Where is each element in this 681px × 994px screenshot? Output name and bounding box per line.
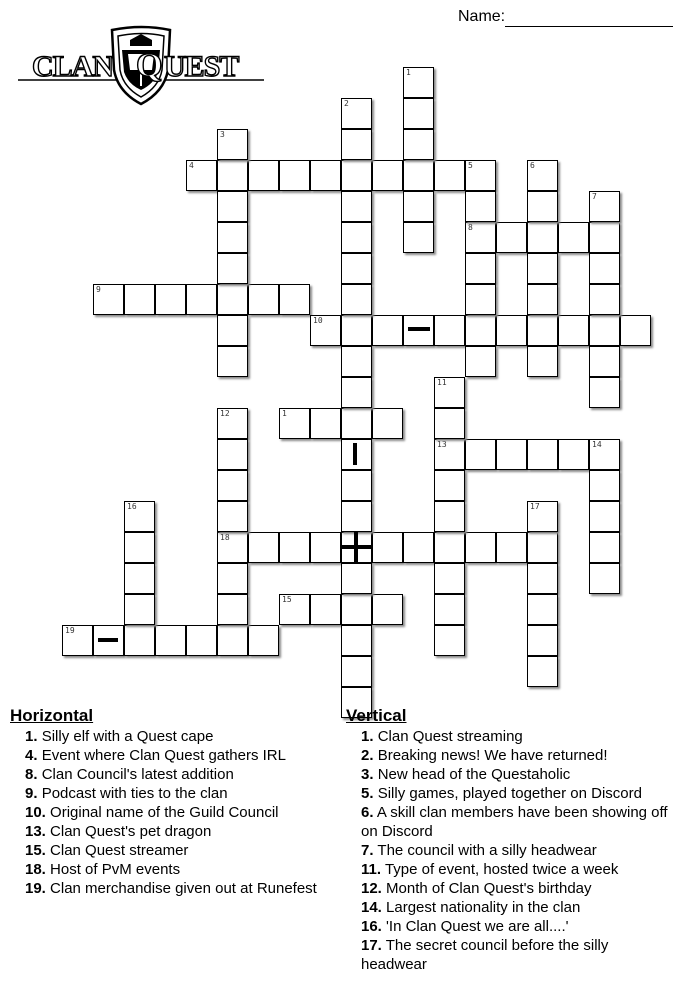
grid-cell[interactable]: [341, 98, 372, 129]
grid-cell[interactable]: [217, 129, 248, 160]
clue-item: [10, 822, 330, 841]
grid-cell[interactable]: [124, 594, 155, 625]
clue-text: Clan Council's latest addition: [41, 766, 234, 783]
grid-cell[interactable]: [155, 625, 186, 656]
clue-item: [10, 727, 330, 746]
clue-text: Event where Clan Quest gathers IRL: [41, 747, 286, 764]
grid-cell[interactable]: [620, 315, 651, 346]
grid-cell[interactable]: [279, 160, 310, 191]
clue-item: [10, 746, 330, 765]
clue-text: Breaking news! We have returned!: [377, 747, 608, 764]
grid-cell[interactable]: [434, 594, 465, 625]
clue-text: 'In Clan Quest we are all....': [386, 918, 569, 935]
grid-cell[interactable]: [558, 222, 589, 253]
grid-cell[interactable]: [434, 563, 465, 594]
clue-text: Podcast with ties to the clan: [41, 785, 228, 802]
grid-cell[interactable]: [558, 315, 589, 346]
grid-cell[interactable]: [341, 377, 372, 408]
grid-cell[interactable]: [217, 594, 248, 625]
clue-number: 18.: [25, 861, 46, 878]
grid-cell[interactable]: [217, 191, 248, 222]
grid-cell[interactable]: [527, 625, 558, 656]
grid-cell[interactable]: [589, 470, 620, 501]
grid-cell[interactable]: [527, 253, 558, 284]
grid-cell[interactable]: [465, 253, 496, 284]
grid-cell[interactable]: [341, 191, 372, 222]
grid-cell[interactable]: [248, 625, 279, 656]
clue-number-label: 12: [220, 409, 230, 418]
grid-cell[interactable]: [186, 284, 217, 315]
clue-text: The council with a silly headwear: [377, 842, 597, 859]
grid-cell[interactable]: [372, 532, 403, 563]
grid-cell[interactable]: [217, 346, 248, 377]
grid-cell[interactable]: [403, 67, 434, 98]
grid-cell[interactable]: [372, 160, 403, 191]
clue-number-label: 4: [189, 161, 194, 170]
grid-cell[interactable]: [279, 408, 310, 439]
clue-item: [10, 860, 330, 879]
grid-cell[interactable]: [341, 315, 372, 346]
clue-number: 17.: [361, 937, 382, 954]
clue-number-label: 19: [65, 626, 75, 635]
clue-number: 3.: [361, 766, 374, 783]
grid-cell[interactable]: [496, 315, 527, 346]
grid-cell[interactable]: [527, 346, 558, 377]
grid-cell[interactable]: [465, 222, 496, 253]
grid-cell[interactable]: [310, 315, 341, 346]
separator-mark: [353, 443, 357, 465]
clue-item: [346, 898, 676, 917]
grid-cell[interactable]: [217, 253, 248, 284]
grid-cell[interactable]: [589, 346, 620, 377]
grid-cell[interactable]: [434, 377, 465, 408]
grid-cell[interactable]: [93, 284, 124, 315]
grid-cell[interactable]: [465, 284, 496, 315]
clue-number-label: 18: [220, 533, 230, 542]
grid-cell[interactable]: [310, 532, 341, 563]
grid-cell[interactable]: [434, 408, 465, 439]
grid-cell[interactable]: [341, 129, 372, 160]
clue-number-label: 3: [220, 130, 225, 139]
clue-item: [346, 841, 676, 860]
clue-number: 5.: [361, 785, 374, 802]
separator-mark: [98, 638, 118, 642]
grid-cell[interactable]: [589, 377, 620, 408]
grid-cell[interactable]: [589, 222, 620, 253]
grid-cell[interactable]: [341, 501, 372, 532]
clue-number: 9.: [25, 785, 38, 802]
grid-cell[interactable]: [248, 160, 279, 191]
clue-number: 12.: [361, 880, 382, 897]
grid-cell[interactable]: [434, 501, 465, 532]
grid-cell[interactable]: [124, 284, 155, 315]
grid-cell[interactable]: [434, 532, 465, 563]
grid-cell[interactable]: [496, 532, 527, 563]
clue-number: 1.: [361, 728, 374, 745]
grid-cell[interactable]: [217, 501, 248, 532]
svg-text:UEST: UEST: [164, 50, 239, 83]
grid-cell[interactable]: [372, 594, 403, 625]
clue-item: [346, 746, 676, 765]
clue-number-label: 10: [313, 316, 323, 325]
name-label: Name:: [458, 8, 506, 25]
clue-number: 14.: [361, 899, 382, 916]
clue-item: [346, 784, 676, 803]
grid-cell[interactable]: [217, 160, 248, 191]
clue-number: 7.: [361, 842, 374, 859]
grid-cell[interactable]: [217, 439, 248, 470]
grid-cell[interactable]: [589, 315, 620, 346]
grid-cell[interactable]: [217, 315, 248, 346]
clue-number-label: 13: [437, 440, 447, 449]
clue-item: [10, 841, 330, 860]
clue-text: Clan Quest streaming: [377, 728, 523, 745]
grid-cell[interactable]: [496, 222, 527, 253]
grid-cell[interactable]: [434, 315, 465, 346]
grid-cell[interactable]: [341, 346, 372, 377]
clue-text: The secret council before the silly headwear: [361, 937, 609, 973]
clue-number: 13.: [25, 823, 46, 840]
clue-number-label: 16: [127, 502, 137, 511]
grid-cell[interactable]: [217, 284, 248, 315]
separator-mark: [354, 532, 358, 562]
grid-cell[interactable]: [372, 408, 403, 439]
clue-text: Silly elf with a Quest cape: [41, 728, 214, 745]
grid-cell[interactable]: [341, 284, 372, 315]
clue-number: 15.: [25, 842, 46, 859]
clue-item: [10, 765, 330, 784]
grid-cell[interactable]: [527, 656, 558, 687]
clue-number-label: 14: [592, 440, 602, 449]
clue-number-label: 8: [468, 223, 473, 232]
grid-cell[interactable]: [465, 439, 496, 470]
grid-cell[interactable]: [434, 439, 465, 470]
clue-number-label: 2: [344, 99, 349, 108]
clue-number-label: 1: [282, 409, 287, 418]
grid-cell[interactable]: [341, 408, 372, 439]
separator-mark: [408, 327, 430, 331]
grid-cell[interactable]: [217, 532, 248, 563]
clue-text: New head of the Questaholic: [377, 766, 571, 783]
grid-cell[interactable]: [465, 160, 496, 191]
grid-cell[interactable]: [124, 501, 155, 532]
clue-text: Host of PvM events: [50, 861, 181, 878]
clue-text: Original name of the Guild Council: [50, 804, 279, 821]
clue-text: Clan merchandise given out at Runefest: [50, 880, 317, 897]
grid-cell[interactable]: [124, 625, 155, 656]
clue-number-label: 9: [96, 285, 101, 294]
grid-cell[interactable]: [403, 532, 434, 563]
grid-cell[interactable]: [434, 625, 465, 656]
clue-item: [346, 727, 676, 746]
clue-number: 11.: [361, 861, 382, 878]
grid-cell[interactable]: [527, 160, 558, 191]
grid-cell[interactable]: [217, 222, 248, 253]
grid-cell[interactable]: [527, 222, 558, 253]
grid-cell[interactable]: [465, 532, 496, 563]
grid-cell[interactable]: [310, 408, 341, 439]
horizontal-heading: Horizontal: [10, 706, 94, 725]
grid-cell[interactable]: [341, 625, 372, 656]
grid-cell[interactable]: [527, 563, 558, 594]
grid-cell[interactable]: [186, 160, 217, 191]
grid-cell[interactable]: [217, 563, 248, 594]
clue-item: [10, 784, 330, 803]
grid-cell[interactable]: [527, 315, 558, 346]
clue-item: [346, 803, 676, 841]
grid-cell[interactable]: [589, 563, 620, 594]
grid-cell[interactable]: [155, 284, 186, 315]
grid-cell[interactable]: [279, 594, 310, 625]
clue-text: Clan Quest's pet dragon: [50, 823, 212, 840]
clue-number-label: 11: [437, 378, 447, 387]
grid-cell[interactable]: [279, 532, 310, 563]
vertical-heading: Vertical: [346, 706, 407, 725]
grid-cell[interactable]: [248, 532, 279, 563]
grid-cell[interactable]: [248, 284, 279, 315]
horizontal-clues: [10, 706, 330, 898]
grid-cell[interactable]: [589, 191, 620, 222]
clue-number-label: 1: [406, 68, 411, 77]
grid-cell[interactable]: [558, 439, 589, 470]
grid-cell[interactable]: [403, 222, 434, 253]
clue-text: Clan Quest streamer: [50, 842, 189, 859]
clue-number: 4.: [25, 747, 38, 764]
grid-cell[interactable]: [589, 253, 620, 284]
clue-text: Largest nationality in the clan: [386, 899, 581, 916]
clue-text: Month of Clan Quest's birthday: [386, 880, 592, 897]
clue-text: Silly games, played together on Discord: [377, 785, 642, 802]
grid-cell[interactable]: [341, 222, 372, 253]
grid-cell[interactable]: [217, 625, 248, 656]
grid-cell[interactable]: [310, 160, 341, 191]
grid-cell[interactable]: [403, 129, 434, 160]
grid-cell[interactable]: [527, 501, 558, 532]
grid-cell[interactable]: [465, 191, 496, 222]
grid-cell[interactable]: [589, 501, 620, 532]
grid-cell[interactable]: [434, 160, 465, 191]
svg-text:CLAN: CLAN: [32, 50, 114, 83]
grid-cell[interactable]: [527, 532, 558, 563]
grid-cell[interactable]: [527, 191, 558, 222]
clue-number-label: 5: [468, 161, 473, 170]
grid-cell[interactable]: [589, 284, 620, 315]
svg-text:Q: Q: [136, 47, 163, 84]
grid-cell[interactable]: [589, 532, 620, 563]
grid-cell[interactable]: [434, 470, 465, 501]
clue-number-label: 7: [592, 192, 597, 201]
clue-number: 2.: [361, 747, 374, 764]
vertical-clues: [346, 706, 676, 974]
grid-cell[interactable]: [124, 563, 155, 594]
clue-number: 8.: [25, 766, 38, 783]
grid-cell[interactable]: [341, 470, 372, 501]
grid-cell[interactable]: [279, 284, 310, 315]
clue-number-label: 6: [530, 161, 535, 170]
clue-number-label: 15: [282, 595, 292, 604]
grid-cell[interactable]: [341, 563, 372, 594]
grid-cell[interactable]: [186, 625, 217, 656]
clue-item: [346, 879, 676, 898]
grid-cell[interactable]: [403, 98, 434, 129]
grid-cell[interactable]: [527, 284, 558, 315]
grid-cell[interactable]: [124, 532, 155, 563]
clue-item: [346, 936, 676, 974]
grid-cell[interactable]: [527, 594, 558, 625]
clue-number: 10.: [25, 804, 46, 821]
clue-number: 1.: [25, 728, 38, 745]
grid-cell[interactable]: [310, 594, 341, 625]
grid-cell[interactable]: [465, 315, 496, 346]
clue-text: Type of event, hosted twice a week: [384, 861, 619, 878]
clue-number: 16.: [361, 918, 382, 935]
clue-number: 19.: [25, 880, 46, 897]
grid-cell[interactable]: [217, 470, 248, 501]
clue-number: 6.: [361, 804, 374, 821]
grid-cell[interactable]: [62, 625, 93, 656]
clue-item: [10, 879, 330, 898]
clue-item: [346, 860, 676, 879]
clue-item: [346, 765, 676, 784]
grid-cell[interactable]: [403, 191, 434, 222]
clue-item: [346, 917, 676, 936]
grid-cell[interactable]: [341, 594, 372, 625]
clue-number-label: 17: [530, 502, 540, 511]
grid-cell[interactable]: [403, 160, 434, 191]
grid-cell[interactable]: [527, 439, 558, 470]
grid-cell[interactable]: [372, 315, 403, 346]
grid-cell[interactable]: [341, 160, 372, 191]
clue-item: [10, 803, 330, 822]
clue-text: A skill clan members have been showing off on Discord: [361, 804, 668, 840]
grid-cell[interactable]: [465, 346, 496, 377]
grid-cell[interactable]: [341, 656, 372, 687]
grid-cell[interactable]: [217, 408, 248, 439]
grid-cell[interactable]: [341, 253, 372, 284]
grid-cell[interactable]: [589, 439, 620, 470]
grid-cell[interactable]: [496, 439, 527, 470]
